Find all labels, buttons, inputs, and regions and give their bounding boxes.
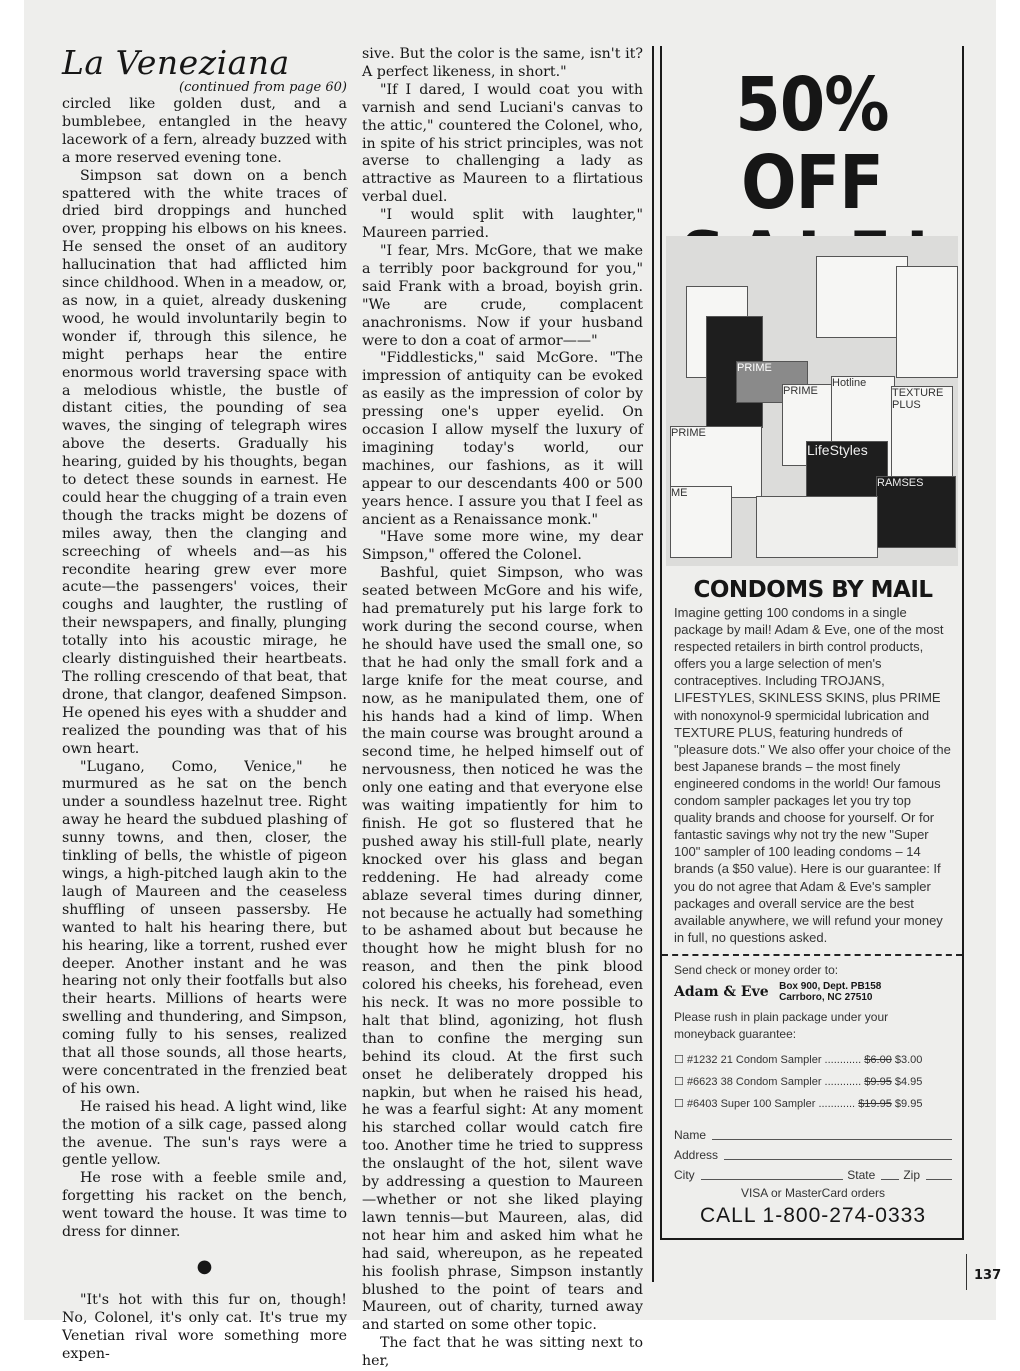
item-code: #6403 — [686, 1097, 718, 1110]
address-field[interactable] — [674, 1145, 952, 1165]
company-block — [674, 981, 952, 1003]
page-number: 137 — [974, 1268, 1002, 1283]
name-label: Name — [674, 1127, 707, 1142]
paragraph: "I fear, Mrs. McGore, that we make a terribly poor background for you," said Frank with a broad, boyish grin. "We are crude, complacent anachronisms. Now if your husband were to don a coat of armor——" — [362, 242, 643, 349]
item-old-price: $9.95 — [864, 1075, 892, 1088]
item-label: Super 100 Sampler — [720, 1097, 816, 1110]
paragraph: "Lugano, Como, Venice," he murmured as he sat on the bench under a soundless hazelnut tree. Right away he heard the subdued plashing of sunny towns, and then, closer, the tinkling of bells, the whistle of pigeon wings, a high-pitched laugh akin to the laugh of Maureen and the ceaseless shuffling of unseen passersby. He wanted to halt his hearing there, but his hearing, like a torrent, rushed ever deeper. Another instant and he was hearing not only their footfalls but also their hearts. Millions of hearts were swelling and thundering, and Simpson, coming fully to his senses, realized that all those sounds, all those hearts, were concentrated in the frenzied beat of his own. — [62, 758, 347, 1097]
package-label: LifeStyles — [807, 442, 868, 458]
item-price: $4.95 — [894, 1075, 923, 1088]
visa-note: VISA or MasterCard orders — [740, 1185, 886, 1200]
paragraph: circled like golden dust, and a bumblebee, entangled in the heavy lacework of a fern, already buzzed with a more reserved evening tone. — [62, 96, 347, 166]
item-price: $9.95 — [894, 1097, 923, 1110]
section-break-bullet: ● — [196, 1256, 213, 1277]
product-package — [891, 386, 953, 478]
state-label: State — [847, 1167, 876, 1182]
continued-note: (continued from page 60) — [179, 80, 347, 95]
city-line[interactable] — [701, 1165, 844, 1180]
order-item — [674, 1071, 952, 1093]
condom-advertisement — [660, 46, 964, 1240]
ad-title: CONDOMS BY MAIL — [693, 577, 933, 603]
paragraph: sive. But the color is the same, isn't it? A perfect likeness, in short." — [362, 46, 643, 80]
address-line: Carrboro, NC 27510 — [779, 991, 873, 1003]
paragraph: He raised his head. A light wind, like the motion of a silk cage, passed along the avenue. The sun's rays were a gentle yellow. — [62, 1098, 347, 1169]
order-list — [674, 1049, 952, 1115]
page-number-rule — [966, 1254, 967, 1290]
story-title: La Veneziana — [62, 43, 290, 82]
name-field[interactable] — [674, 1125, 952, 1145]
order-checkbox[interactable]: ☐ — [674, 1053, 684, 1066]
city-label: City — [674, 1167, 695, 1182]
paragraph: Simpson sat down on a bench spattered with the white traces of dried bird droppings and hunched over, propping his elbows on his knees. He sensed the onset of an auditory hallucination that had afflicted him since childhood. When in a meadow, or, as now, in a quiet, already duskening wood, he would involuntarily begin to wonder if, through this silence, he might perhaps hear the entire enormous world traversing space with a melodious whistle, the bustle of distant cities, the pounding of sea waves, the singing of telegraph wires above the deserts. Gradually his hearing, guided by his thoughts, began to detect these sounds in earnest. He could hear the chugging of a train even though the tracks might be dozens of miles away, then the clanging and screeching of wheels and—as his recondite hearing grew ever more acute—the passengers' voices, their coughs and laughter, the rustling of their newspapers, and finally, plunging totally into his acoustic mirage, he clearly distinguished their heartbeats. The rolling crescendo of that beat, that drone, that clangor, deafened Simpson. He opened his eyes with a shudder and realized the pounding was that of his own heart. — [62, 167, 347, 757]
item-dots: ............ — [824, 1075, 862, 1088]
order-checkbox[interactable]: ☐ — [674, 1075, 684, 1088]
item-dots: ............ — [818, 1097, 856, 1110]
send-instructions: Send check or money order to: — [674, 962, 839, 977]
product-package — [896, 266, 958, 378]
item-dots: ............ — [824, 1053, 862, 1066]
ad-copy-box — [660, 570, 964, 1240]
zip-label: Zip — [903, 1167, 920, 1182]
package-label: TEXTURE PLUS — [892, 387, 944, 411]
item-old-price: $19.95 — [858, 1097, 892, 1110]
state-line[interactable] — [881, 1165, 899, 1180]
story-column-2 — [362, 46, 643, 1371]
order-item — [674, 1093, 952, 1115]
ad-body-text: Imagine getting 100 condoms in a single package by mail! Adam & Eve, one of the most respected retailers in birth control products, offers you a large selection of men's contraceptives. Including TROJANS, LIFESTYLES, SKINLESS SKINS, plus PRIME with nonoxynol-9 spermicidal lubrication and TEXTURE PLUS, featuring hundreds of "pleasure dots." We also offer your choice of the best Japanese brands – the most finely engineered condoms in the world! Our famous condom sampler packages let you try top quality brands and choose for yourself. Or for fantastic savings why not try the new "Super 100" sampler of 100 leading condoms – 14 brands (a $50 value). Here is our guarantee: If you do not agree that Adam & Eve's sampler packages and overall service are the best available anywhere, we will refund your money in full, no questions asked. — [674, 605, 951, 945]
order-item — [674, 1049, 952, 1071]
package-label: PRIME — [737, 362, 772, 374]
product-package — [876, 476, 956, 548]
package-label: RAMSES — [877, 477, 924, 489]
package-label: Hotline — [832, 377, 867, 389]
paragraph: He rose with a feeble smile and, forgetting his racket on the bench, went toward the house. It was time to dress for dinner. — [62, 1170, 347, 1241]
item-label: 38 Condom Sampler — [720, 1075, 822, 1088]
item-label: 21 Condom Sampler — [720, 1053, 822, 1066]
rush-text: Please rush in plain package under your moneyback guarantee: — [674, 1009, 889, 1041]
story-column-1 — [62, 43, 347, 1364]
package-label: PRIME — [783, 385, 818, 397]
zip-line[interactable] — [926, 1165, 952, 1180]
paragraph: "Have some more wine, my dear Simpson," offered the Colonel. — [362, 529, 643, 564]
paragraph: "It's hot with this fur on, though! No, Colonel, it's only cat. It's true my Venetian rival wore something more expen- — [62, 1292, 347, 1362]
coupon-cut-line — [662, 954, 962, 956]
product-package — [756, 496, 878, 558]
magazine-page — [24, 0, 1002, 1370]
address-label: Address — [674, 1147, 719, 1162]
order-form-fields — [674, 1125, 952, 1185]
product-photo — [666, 236, 958, 566]
paragraph: "If I dared, I would coat you with varnish and send Luciani's canvas to the attic," countered the Colonel, who, in spite of his strict principles, was not averse to challenging a lady as attractive as Maureen to a flirtatious verbal duel. — [362, 81, 643, 206]
item-code: #1232 — [686, 1053, 718, 1066]
order-checkbox[interactable]: ☐ — [674, 1097, 684, 1110]
company-address — [779, 981, 881, 1003]
item-old-price: $6.00 — [864, 1053, 892, 1066]
product-package — [816, 256, 908, 338]
paragraph: "I would split with laughter," Maureen parried. — [362, 207, 643, 242]
package-label: PRIME — [671, 427, 706, 439]
city-state-zip-field[interactable] — [674, 1165, 952, 1185]
paragraph: Bashful, quiet Simpson, who was seated between McGore and his wife, had prematurely put his large fork to work during the second course, when he should have used the small one, so that he had only the small fork and a large knife for the meat course, and now, as he manipulated them, one of his hands had a kind of limp. When the main course was brought around a second time, he helped himself out of nervousness, then noticed he was the only one eating and that everyone else was waiting impatiently for him to finish. He got so flustered that he pushed away his still-full plate, nearly knocked over his glass and began reddening. He had already come ablaze several times during dinner, not because he actually had something to be ashamed about but because he thought how he might blush for no reason, and then the pink blood colored his cheeks, his forehead, even his neck. It was no more possible to halt that blind, agonizing, hot flush than to confine the merging sun behind its cloud. At the first such onset he deliberately dropped his napkin, but when he raised his head, he was a fearful sight: At any moment his starched collar would catch fire too. Another time he tried to suppress the onslaught of the hot, silent wave by addressing a question to Maureen—whether or not she liked playing lawn tennis—but Maureen, alas, did not hear him and asked him what he had said, whereupon, as he repeated his foolish phrase, Simpson instantly blushed to the point of tears and Maureen, out of charity, turned away and started on some other topic. — [362, 565, 643, 1334]
paragraph: "Fiddlesticks," said McGore. "The impression of antiquity can be evoked as easily as the impression of color by pressing one's upper eyelid. On occasion I allow myself the luxury of imagining today's world, our machines, our fashions, as it will appear to our descendants 400 or 500 years hence. I assure you that I feel as ancient as a Renaissance monk." — [362, 350, 643, 528]
address-line: Box 900, Dept. PB158 — [779, 980, 882, 992]
package-label: ME — [671, 487, 688, 499]
name-line[interactable] — [712, 1125, 952, 1140]
product-package — [670, 486, 732, 558]
phone-number: CALL 1-800-274-0333 — [699, 1203, 927, 1227]
company-name: Adam & Eve — [674, 984, 769, 1001]
ad-sale-panel — [660, 46, 964, 570]
paragraph: The fact that he was sitting next to her, — [362, 1335, 643, 1370]
item-code: #6623 — [686, 1075, 718, 1088]
sale-headline: 50% OFF — [735, 62, 889, 226]
address-line-input[interactable] — [724, 1145, 952, 1160]
item-price: $3.00 — [894, 1053, 923, 1066]
column-rule — [652, 46, 654, 1282]
